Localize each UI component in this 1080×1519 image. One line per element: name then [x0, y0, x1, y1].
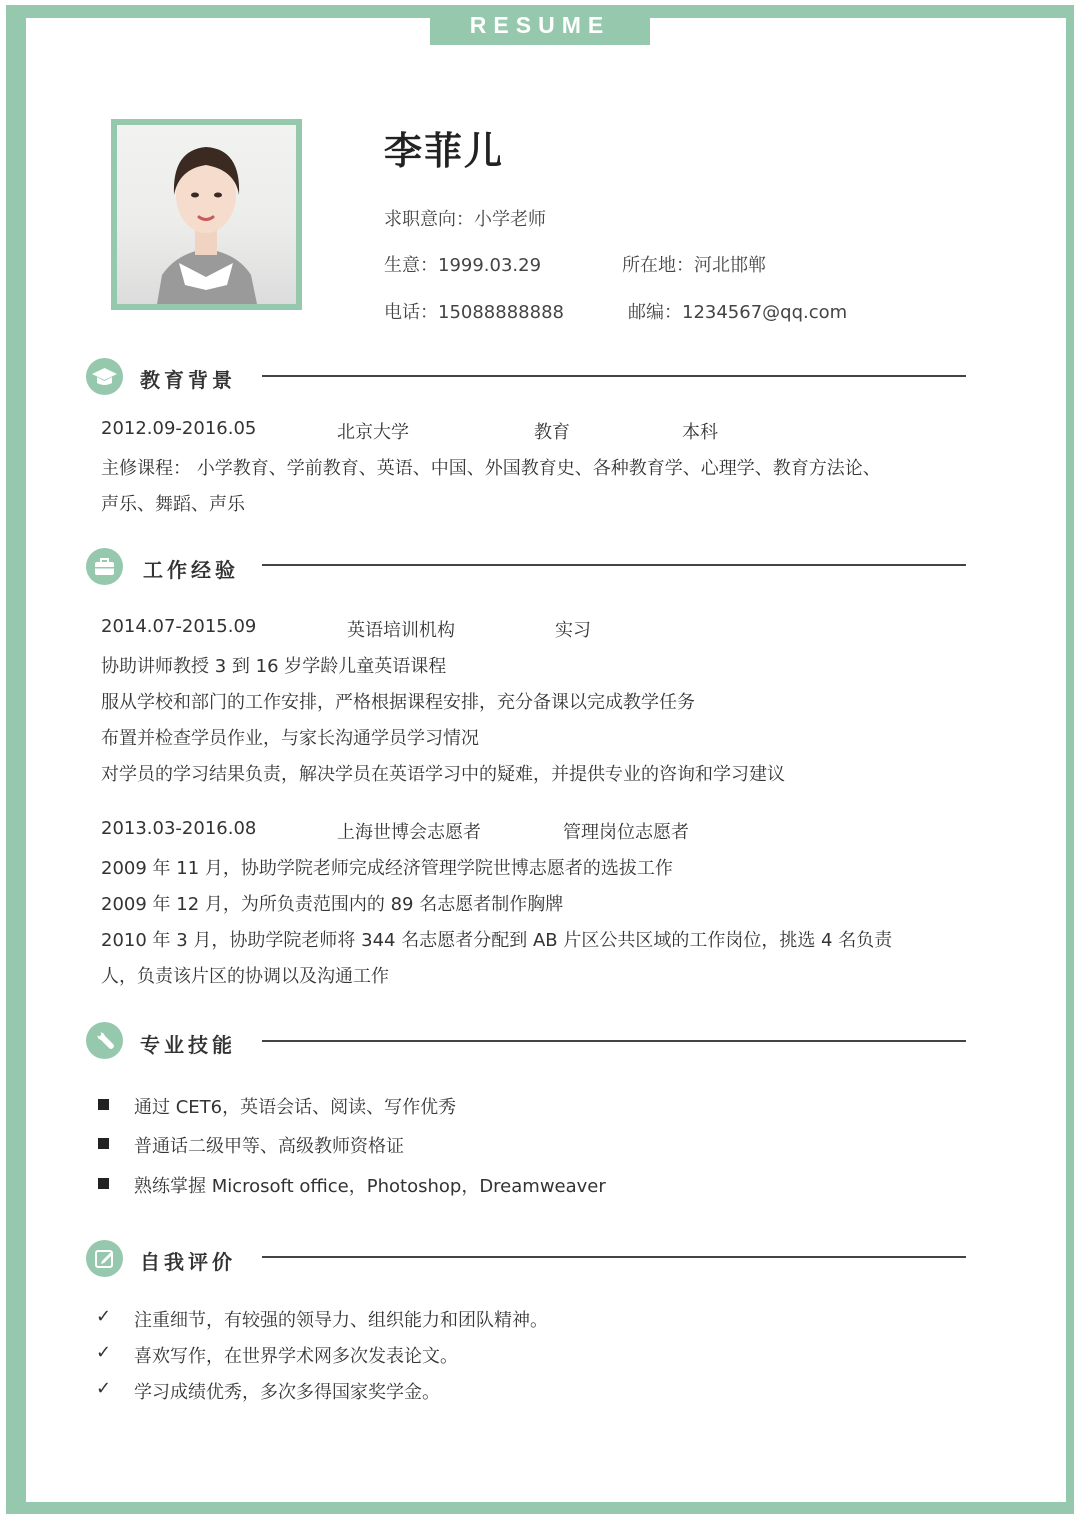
section-divider — [262, 1256, 966, 1258]
education-school: 北京大学 — [337, 422, 409, 443]
profile-photo-frame — [111, 119, 302, 310]
edit-icon — [86, 1240, 123, 1277]
job-duty: 服从学校和部门的工作安排，严格根据课程安排，充分备课以完成教学任务 — [101, 692, 695, 713]
resume-tab-label: RESUME — [430, 8, 650, 45]
job-duty: 布置并检查学员作业，与家长沟通学员学习情况 — [101, 728, 479, 749]
job-role: 管理岗位志愿者 — [563, 822, 689, 843]
job-duty: 对学员的学习结果负责，解决学员在英语学习中的疑难，并提供专业的咨询和学习建议 — [101, 764, 785, 785]
education-courses: 主修课程： 小学教育、学前教育、英语、中国、外国教育史、各种教育学、心理学、教育方法论、 — [101, 458, 881, 479]
wrench-icon — [86, 1022, 123, 1059]
job-duty: 协助讲师教授 3 到 16 岁学龄儿童英语课程 — [101, 656, 447, 677]
job-organization: 上海世博会志愿者 — [337, 822, 481, 843]
education-degree: 本科 — [682, 422, 718, 443]
skill-item: 通过 CET6，英语会话、阅读、写作优秀 — [134, 1097, 457, 1118]
education-courses-continued: 声乐、舞蹈、声乐 — [101, 494, 245, 515]
job-period: 2013.03-2016.08 — [101, 818, 257, 839]
job-duty: 2010 年 3 月，协助学院老师将 344 名志愿者分配到 AB 片区公共区域的工作岗位，挑选 4 名负责 — [101, 930, 893, 951]
section-title-evaluation: 自我评价 — [140, 1250, 236, 1274]
job-organization: 英语培训机构 — [347, 620, 455, 641]
check-icon: ✓ — [96, 1306, 112, 1327]
phone: 电话：15088888888 — [384, 302, 564, 323]
evaluation-item: 注重细节，有较强的领导力、组织能力和团队精神。 — [134, 1310, 548, 1331]
bullet-square-icon — [98, 1099, 109, 1110]
bullet-square-icon — [98, 1138, 109, 1149]
skill-item: 普通话二级甲等、高级教师资格证 — [134, 1136, 404, 1157]
education-major: 教育 — [534, 422, 570, 443]
job-objective: 求职意向：小学老师 — [384, 209, 546, 230]
section-divider — [262, 375, 966, 377]
job-duty: 2009 年 12 月，为所负责范围内的 89 名志愿者制作胸牌 — [101, 894, 564, 915]
portrait-illustration — [117, 125, 296, 304]
check-icon: ✓ — [96, 1378, 112, 1399]
bullet-square-icon — [98, 1178, 109, 1189]
education-period: 2012.09-2016.05 — [101, 418, 257, 439]
briefcase-icon — [86, 548, 123, 585]
evaluation-item: 喜欢写作，在世界学术网多次发表论文。 — [134, 1346, 458, 1367]
job-duty: 2009 年 11 月，协助学院老师完成经济管理学院世博志愿者的选拔工作 — [101, 858, 673, 879]
skill-item: 熟练掌握 Microsoft office，Photoshop，Dreamweaver — [134, 1176, 606, 1197]
check-icon: ✓ — [96, 1342, 112, 1363]
graduation-cap-icon — [86, 358, 123, 395]
section-title-work: 工作经验 — [143, 558, 239, 582]
evaluation-item: 学习成绩优秀，多次多得国家奖学金。 — [134, 1382, 440, 1403]
section-divider — [262, 1040, 966, 1042]
job-role: 实习 — [555, 620, 591, 641]
section-title-skills: 专业技能 — [140, 1033, 236, 1057]
candidate-name: 李菲儿 — [384, 129, 505, 173]
location: 所在地：河北邯郸 — [622, 255, 766, 276]
email: 邮编：1234567@qq.com — [628, 302, 848, 323]
section-divider — [262, 564, 966, 566]
profile-photo — [117, 125, 296, 304]
job-duty: 人，负责该片区的协调以及沟通工作 — [101, 966, 389, 987]
job-period: 2014.07-2015.09 — [101, 616, 257, 637]
section-title-education: 教育背景 — [140, 368, 236, 392]
birth-date: 生意：1999.03.29 — [384, 255, 542, 276]
